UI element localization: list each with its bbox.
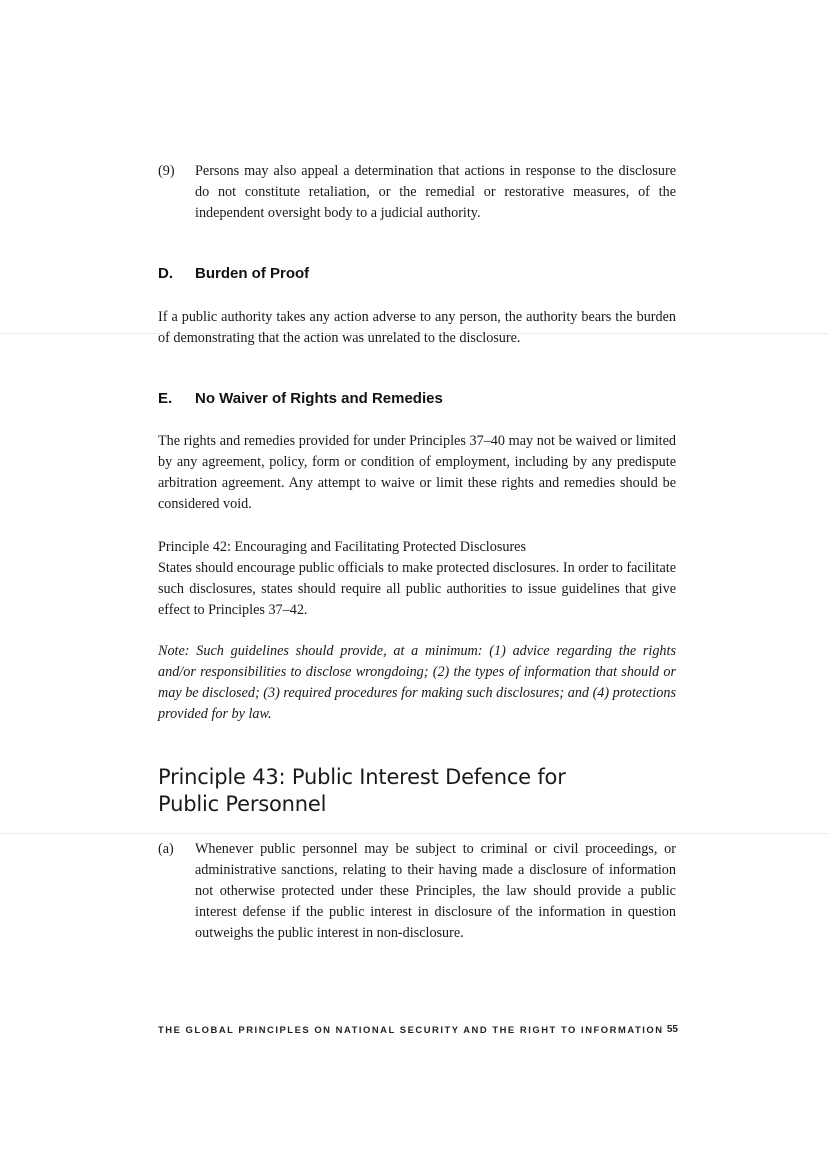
list-item-a (158, 839, 676, 944)
section-letter: D. (158, 265, 173, 282)
item-text: Persons may also appeal a determination that actions in response to the disclosure do not constitute retaliation, or the remedial or restorative measures, of the independent oversight body to a judicial authority. (195, 163, 676, 221)
page-footer (158, 1024, 678, 1035)
principle-42-note (158, 641, 676, 725)
principle-42-block (158, 537, 676, 621)
principle-43-title: Principle 43: Public Interest Defence for Public Personnel (158, 765, 566, 816)
note-text: Note: Such guidelines should provide, at a minimum: (1) advice regarding the rights and/or responsibilities to disclose wrongdoing; (2) the types of information that should or may be disclosed; (3) required procedures for making such disclosures; and (4) protections provided for by law. (158, 643, 676, 722)
paragraph: The rights and remedies provided for under Principles 37–40 may not be waived or limited by any agreement, policy, form or condition of employment, including by any predispute arbitration agreement. Any attempt to waive or limit these rights and remedies should be considered void. (158, 433, 676, 512)
list-item-9 (158, 161, 676, 224)
item-number: (9) (158, 163, 175, 179)
section-heading-d (158, 265, 676, 282)
section-e-body (158, 431, 676, 515)
section-title: Burden of Proof (195, 265, 310, 282)
principle-42-heading: Principle 42: Encouraging and Facilitating Protected Disclosures (158, 539, 527, 555)
item-text: Whenever public personnel may be subject to criminal or civil proceedings, or administrative sanctions, relating to their having made a disclosure of information not otherwise protected under these Principles, the law should provide a public interest defense if the public interest in disclosure of the information in question outweighs the public interest in non-disclosure. (195, 841, 676, 941)
scan-line (0, 833, 828, 834)
principle-43-heading-block (158, 764, 628, 818)
running-title: THE GLOBAL PRINCIPLES ON NATIONAL SECURITY AND THE RIGHT TO INFORMATION (158, 1024, 664, 1035)
page-number: 55 (666, 1024, 678, 1035)
item-number: (a) (158, 841, 174, 857)
principle-42-body: States should encourage public officials to make protected disclosures. In order to facilitate such disclosures, states should require all public authorities to issue guidelines that give effect to Principles 37–42. (158, 560, 676, 618)
section-d-body (158, 307, 676, 349)
section-title: No Waiver of Rights and Remedies (195, 390, 443, 407)
section-heading-e (158, 390, 676, 407)
section-letter: E. (158, 390, 173, 407)
paragraph: If a public authority takes any action adverse to any person, the authority bears the burden of demonstrating that the action was unrelated to the disclosure. (158, 309, 676, 346)
